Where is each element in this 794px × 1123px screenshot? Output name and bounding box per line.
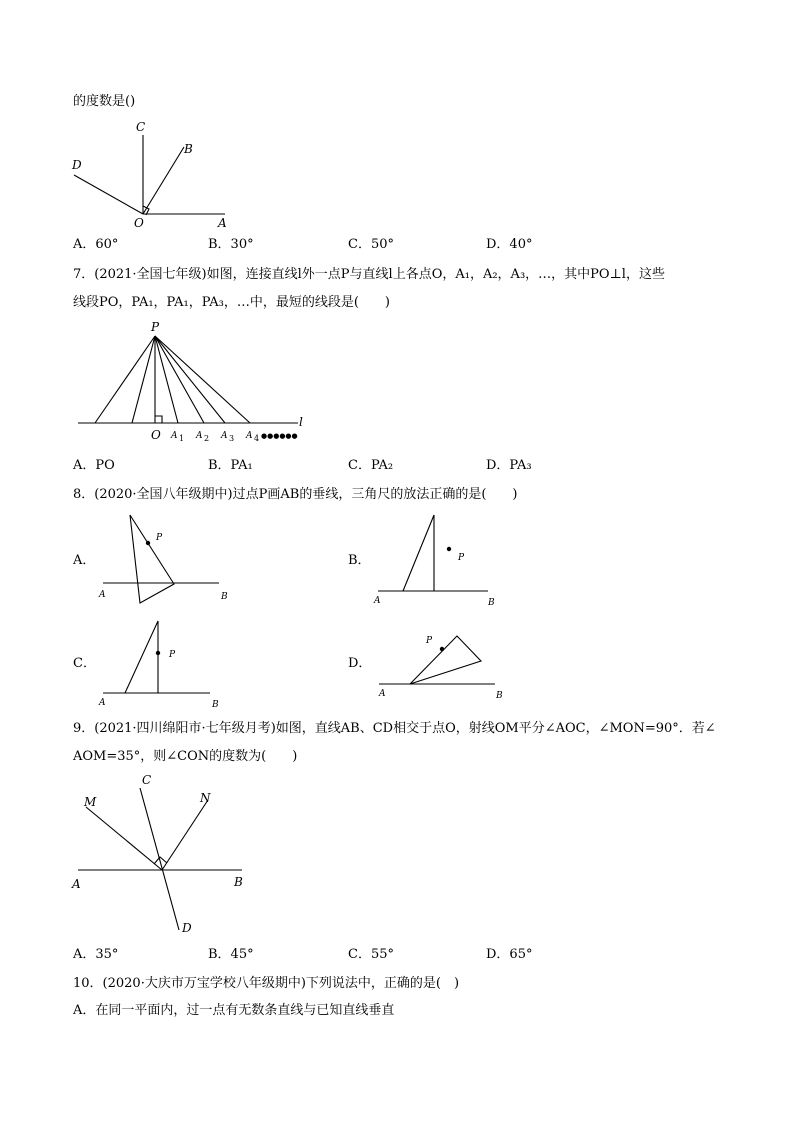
q7-label-a4-sub: 4 xyxy=(254,434,260,443)
q8a-label-b: B xyxy=(221,592,228,602)
q7-label-a2-sub: 2 xyxy=(204,434,210,443)
q7-label-a3-sub: 3 xyxy=(229,434,235,443)
q7-label-a4: A xyxy=(246,431,253,441)
q6-label-a: A xyxy=(218,216,227,230)
q9-label-b: B xyxy=(234,875,243,889)
q10-option-a: A．在同一平面内，过一点有无数条直线与已知直线垂直 xyxy=(73,1003,395,1018)
q7-option-d: D．PA₃ xyxy=(486,458,532,473)
q8c-label-p: P xyxy=(169,650,176,660)
q9-figure xyxy=(70,770,260,940)
q8-option-a-letter: A． xyxy=(73,553,96,568)
q6-option-c: C．50° xyxy=(348,237,394,252)
q7-stem-line2: 线段PO，PA₁，PA₁，PA₃，…中，最短的线段是( ) xyxy=(73,295,391,310)
q9-option-b: B．45° xyxy=(208,947,254,962)
q8-figure-d xyxy=(375,626,515,706)
q9-stem-line1: 9．(2021·四川绵阳市·七年级月考)如图，直线AB、CD相交于点O，射线OM平分∠AOC，∠MON=90°．若∠ xyxy=(73,721,716,736)
q8-option-b-letter: B． xyxy=(348,553,371,568)
q8-figure-a xyxy=(95,510,235,605)
q7-label-a2: A xyxy=(196,431,203,441)
q8d-label-p: P xyxy=(426,636,433,646)
q8-option-c-letter: C． xyxy=(73,656,96,671)
q6-option-a: A．60° xyxy=(73,237,119,252)
q7-label-o: O xyxy=(151,428,161,442)
q8c-label-a: A xyxy=(99,698,106,708)
q6-option-d: D．40° xyxy=(486,237,533,252)
q7-label-l: l xyxy=(299,415,303,429)
q9-label-m: M xyxy=(84,795,97,809)
q8-stem: 8．(2020·全国八年级期中)过点P画AB的垂线，三角尺的放法正确的是( ) xyxy=(73,487,518,502)
q7-label-a1: A xyxy=(171,431,178,441)
q9-label-c: C xyxy=(142,773,152,787)
q7-label-p: P xyxy=(151,320,160,334)
q8b-label-a: A xyxy=(374,596,381,606)
q9-option-a: A．35° xyxy=(73,947,119,962)
q8-option-d-letter: D． xyxy=(348,656,372,671)
q8d-label-a: A xyxy=(379,689,386,699)
q6-figure xyxy=(68,117,248,232)
q7-option-c: C．PA₂ xyxy=(348,458,394,473)
q6-option-b: B．30° xyxy=(208,237,254,252)
q8b-label-p: P xyxy=(458,553,465,563)
q9-label-a: A xyxy=(72,877,81,891)
q8a-label-p: P xyxy=(156,533,163,543)
q7-ellipsis-dots: ●●●●●● xyxy=(261,432,298,440)
q10-stem: 10．(2020·大庆市万宝学校八年级期中)下列说法中，正确的是( ) xyxy=(73,976,460,991)
q8-figure-c xyxy=(95,614,235,709)
q9-label-n: N xyxy=(200,791,211,805)
q7-option-a: A．PO xyxy=(73,458,115,473)
q8d-label-b: B xyxy=(496,691,503,701)
q6-label-c: C xyxy=(136,120,146,134)
q9-label-d: D xyxy=(182,921,192,935)
q7-label-a1-sub: 1 xyxy=(179,434,185,443)
q9-option-c: C．55° xyxy=(348,947,394,962)
q7-stem-line1: 7．(2021·全国七年级)如图，连接直线l外一点P与直线l上各点O，A₁，A₂，A₃，…，其中PO⊥l，这些 xyxy=(73,267,665,282)
q9-stem-line2: AOM=35°，则∠CON的度数为( ) xyxy=(73,749,298,764)
q6-label-b: B xyxy=(184,142,193,156)
q7-figure xyxy=(70,318,320,448)
q8c-label-b: B xyxy=(212,700,219,710)
q7-option-b: B．PA₁ xyxy=(208,458,253,473)
q9-option-d: D．65° xyxy=(486,947,533,962)
q6-label-d: D xyxy=(72,158,82,172)
q6-label-o: O xyxy=(134,216,144,230)
q6-stem-tail: 的度数是() xyxy=(73,94,136,109)
q8-figure-b xyxy=(370,510,510,610)
q8a-label-a: A xyxy=(99,590,106,600)
q8b-label-b: B xyxy=(488,598,495,608)
q7-label-a3: A xyxy=(221,431,228,441)
